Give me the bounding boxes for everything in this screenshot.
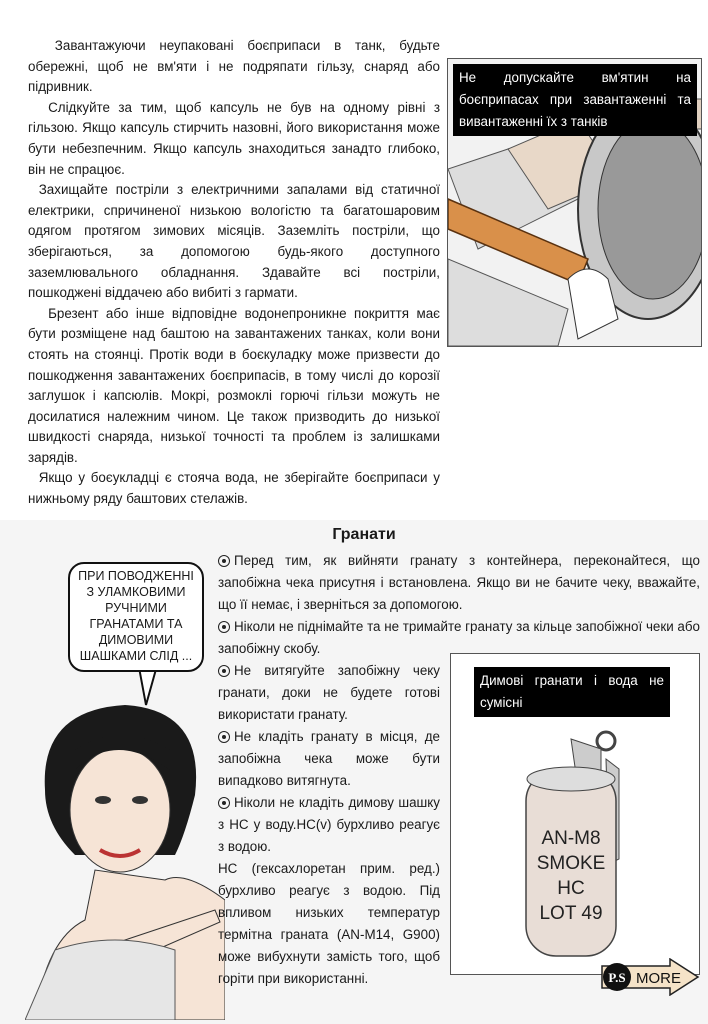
bullet-icon <box>218 555 230 567</box>
smoke-grenade-illustration <box>511 729 641 969</box>
paragraph: Захищайте постріли з електричними запалами від статичної електрики, спричиненої низькою вологістю та багатошаровим одягом протягом зимових місяців. Заземліть постріли, що зберігаються, за допомогою будь-якого доступного заземлювального обладнання. Здавайте всі постріли, пошкоджені віддачею або вибиті з гармати. <box>28 182 440 301</box>
bullet-item <box>218 792 440 858</box>
woman-illustration <box>25 700 225 1020</box>
canister-label-line: LOT 49 <box>539 903 603 924</box>
bullet-item <box>218 660 440 726</box>
paragraph: Якщо у боєукладці є стояча вода, не зберігайте боєприпаси у нижньому ряду баштових стелажів. <box>28 470 440 507</box>
bullet-icon <box>218 731 230 743</box>
speech-bubble: ПРИ ПОВОДЖЕННІ З УЛАМКОВИМИ РУЧНИМИ ГРАНАТАМИ ТА ДИМОВИМИ ШАШКАМИ СЛІД ... <box>68 562 204 672</box>
top-text-column <box>28 36 440 510</box>
section-title: Гранати <box>332 526 396 543</box>
paragraph: Слідкуйте за тим, щоб капсуль не був на одному рівні з гільзою. Якщо капсуль стирчить назовні, його використання може бути небезпечним. Якщо капсуль знаходиться занадто глибоко, він не спрацює. <box>28 99 440 177</box>
smoke-grenade-figure <box>450 653 700 975</box>
canister-label-line: HC <box>557 878 585 899</box>
paragraph: Брезент або інше відповідне водонепроникне покриття має бути розміщене над баштою на завантажених танках, коли вони стоять на стоянці. Протік води в боєкуладку може призвести до пошкодження завантажених боєприпасів, в тому числі до корозії заглушок і капсюлів. Мокрі, розмоклі горючі гільзи можуть не досилатися належним чином. Це також призводить до низької швидкості снаряда, низької точності та проблем із залишками зарядів. <box>28 305 440 465</box>
bullet-icon <box>218 665 230 677</box>
more-label: MORE <box>636 970 681 987</box>
more-button[interactable] <box>600 958 700 1001</box>
ps-logo: P.S <box>608 970 626 985</box>
grenade-bullets-narrow <box>218 660 440 990</box>
bullet-item <box>218 550 700 616</box>
bullet-text: Ніколи не кладіть димову шашку з HC у воду.HC(v) бурхливо реагує з водою. <box>218 795 440 854</box>
bullet-text: Не кладіть гранату в місця, де запобіжна чека може бути випадково витягнута. <box>218 729 440 788</box>
bullet-icon <box>218 797 230 809</box>
tank-figure-caption: Не допускайте вм'ятин на боєприпасах при завантаженні та вивантаженні їх з танків <box>453 64 697 136</box>
grenade-bullets-wide <box>218 550 700 660</box>
bullet-text: Перед тим, як вийняти гранату з контейнера, переконайтеся, що запобіжна чека присутня і встановлена. Якщо ви не бачите чеку, вважайте, що її немає, і зверніться за допомогою. <box>218 553 700 612</box>
bullet-icon <box>218 621 230 633</box>
tank-loading-figure <box>447 58 702 347</box>
bullet-item <box>218 726 440 792</box>
paragraph: Завантажуючи неупаковані боєприпаси в танк, будьте обережні, щоб не вм'яти і не подряпати гільзу, снаряд або підривник. <box>28 38 440 95</box>
smoke-figure-caption: Димові гранати і вода не сумісні <box>474 667 670 717</box>
bullet-text: Не витягуйте запобіжну чеку гранати, доки не будете готові використати гранату. <box>218 663 440 722</box>
note: HC (гексахлоретан прим. ред.) бурхливо реагує з водою. Під впливом низьких температур термітна граната (AN-M14, G900) може вибухнути замість того, щоб горіти при використанні. <box>218 861 440 986</box>
bullet-text: Ніколи не піднімайте та не тримайте гранату за кільце запобіжної чеки або запобіжну скобу. <box>218 619 700 656</box>
canister-label-line: SMOKE <box>536 853 606 874</box>
canister-label-line: AN-M8 <box>541 828 601 849</box>
